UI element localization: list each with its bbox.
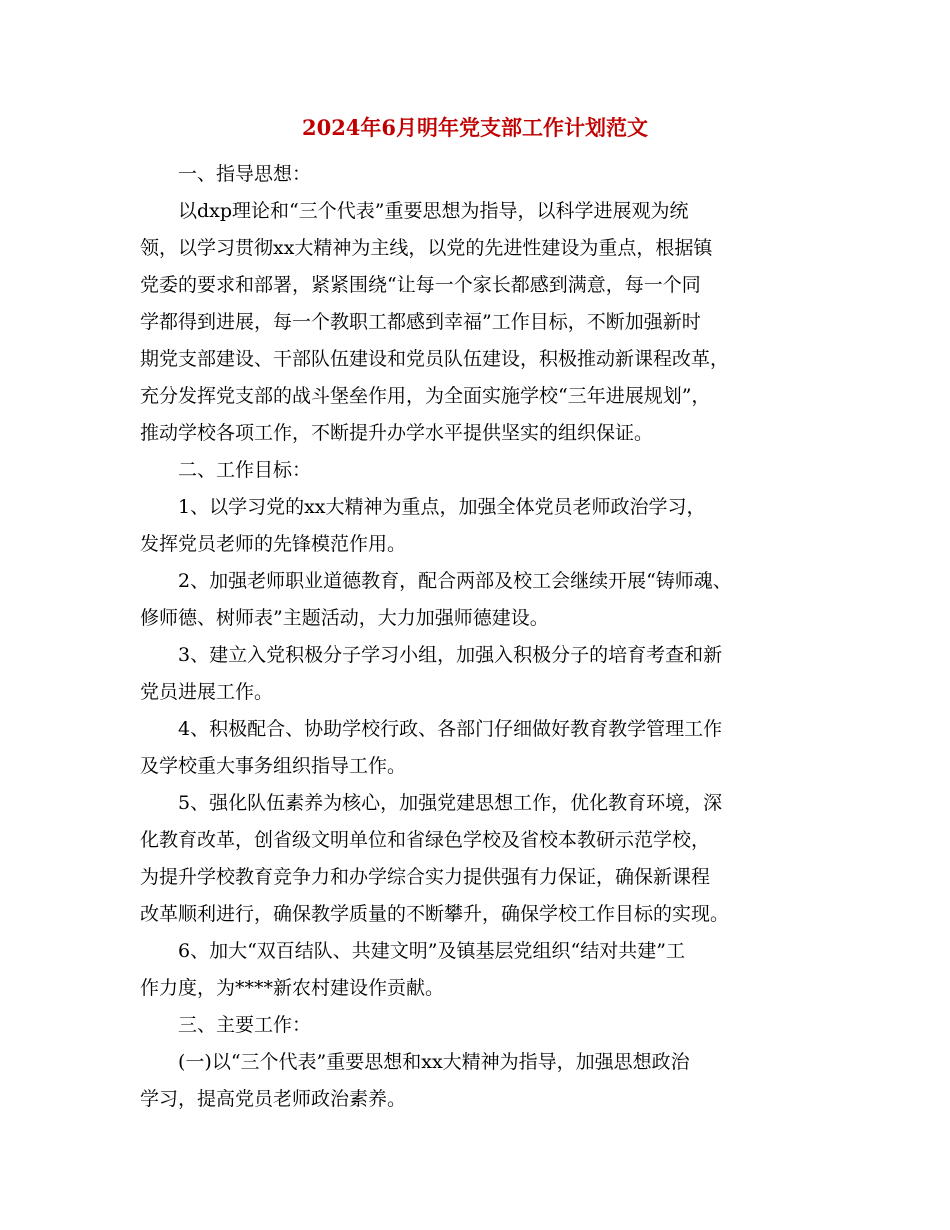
document-line: 及学校重大事务组织指导工作。 xyxy=(140,755,407,777)
document-line: 党委的要求和部署，紧紧围绕“让每一个家长都感到满意，每一个同 xyxy=(140,274,701,296)
document-line: 化教育改革，创省级文明单位和省绿色学校及省校本教研示范学校， xyxy=(140,829,711,851)
document-body xyxy=(140,156,820,1118)
document-line: 发挥党员老师的先锋模范作用。 xyxy=(140,533,407,555)
document-line: 3、建立入党积极分子学习小组，加强入积极分子的培育考查和新 xyxy=(178,644,723,666)
document-line: 学都得到进展，每一个教职工都感到幸福”工作目标，不断加强新时 xyxy=(140,311,701,333)
document-line: 党员进展工作。 xyxy=(140,681,274,703)
document-line: 作力度，为****新农村建设作贡献。 xyxy=(140,977,445,999)
document-line: 二、工作目标： xyxy=(178,459,312,481)
document-line: 1、以学习党的xx大精神为重点，加强全体党员老师政治学习， xyxy=(178,496,706,518)
document-line: 修师德、树师表”主题活动，大力加强师德建设。 xyxy=(140,607,549,629)
document-line: 以dxp理论和“三个代表”重要思想为指导，以科学进展观为统 xyxy=(178,200,689,222)
document-line: 一、指导思想： xyxy=(178,163,312,185)
document-line: 学习，提高党员老师政治素养。 xyxy=(140,1088,407,1110)
document-line: 6、加大“双百结队、共建文明”及镇基层党组织“结对共建”工 xyxy=(178,940,685,962)
document-line: 4、积极配合、协助学校行政、各部门仔细做好教育教学管理工作 xyxy=(178,718,723,740)
document-line: 2、加强老师职业道德教育，配合两部及校工会继续开展“铸师魂、 xyxy=(178,570,732,592)
document-line: (一)以“三个代表”重要思想和xx大精神为指导，加强思想政治 xyxy=(178,1051,690,1073)
document-line: 领，以学习贯彻xx大精神为主线，以党的先进性建设为重点，根据镇 xyxy=(140,237,713,259)
document-line: 5、强化队伍素养为核心，加强党建思想工作，优化教育环境，深 xyxy=(178,792,723,814)
document-line: 三、主要工作： xyxy=(178,1014,312,1036)
document-line: 推动学校各项工作，不断提升办学水平提供坚实的组织保证。 xyxy=(140,422,654,444)
document-title: 2024年6月明年党支部工作计划范文 xyxy=(301,115,649,140)
document-line: 改革顺利进行，确保教学质量的不断攀升，确保学校工作目标的实现。 xyxy=(140,903,730,925)
document-line: 充分发挥党支部的战斗堡垒作用，为全面实施学校“三年进展规划”， xyxy=(140,385,711,407)
document-line: 期党支部建设、干部队伍建设和党员队伍建设，积极推动新课程改革， xyxy=(140,348,730,370)
document-line: 为提升学校教育竞争力和办学综合实力提供强有力保证，确保新课程 xyxy=(140,866,711,888)
